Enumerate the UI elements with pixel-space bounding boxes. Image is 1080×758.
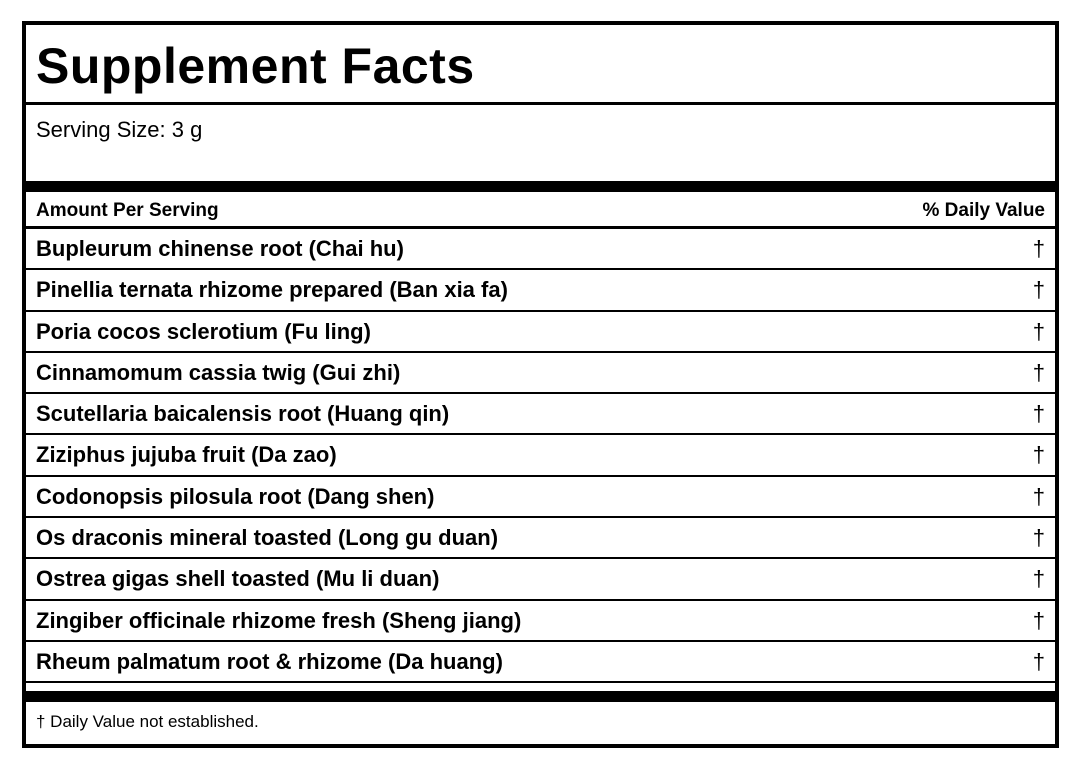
ingredient-daily-value: †: [1032, 359, 1045, 385]
ingredient-row: [26, 601, 1055, 642]
ingredient-daily-value: †: [1032, 277, 1045, 303]
ingredient-name: Cinnamomum cassia twig (Gui zhi): [36, 359, 401, 385]
supplement-facts-label: [22, 21, 1059, 748]
spacer: [26, 683, 1055, 691]
serving-row: [26, 105, 1055, 181]
ingredient-daily-value: †: [1032, 607, 1045, 633]
footnote: † Daily Value not established.: [36, 712, 259, 732]
ingredient-name: Ostrea gigas shell toasted (Mu li duan): [36, 566, 440, 592]
ingredient-name: Bupleurum chinense root (Chai hu): [36, 236, 404, 261]
ingredient-daily-value: †: [1032, 401, 1045, 427]
amount-per-serving-heading: Amount Per Serving: [36, 200, 219, 221]
daily-value-heading: % Daily Value: [922, 200, 1045, 221]
ingredient-daily-value: †: [1032, 483, 1045, 509]
ingredient-name: Scutellaria baicalensis root (Huang qin): [36, 401, 450, 427]
ingredient-daily-value: †: [1032, 236, 1045, 261]
amount-per-serving-row: [26, 192, 1055, 229]
ingredient-daily-value: †: [1032, 318, 1045, 344]
ingredient-name: Pinellia ternata rhizome prepared (Ban xia fa): [36, 277, 508, 303]
ingredient-row: [26, 559, 1055, 600]
ingredient-row: [26, 270, 1055, 311]
ingredient-name: Os draconis mineral toasted (Long gu duan): [36, 525, 499, 551]
ingredient-name: Codonopsis pilosula root (Dang shen): [36, 483, 435, 509]
footnote-row: [26, 702, 1055, 738]
ingredient-daily-value: †: [1032, 648, 1045, 674]
label-title: Supplement Facts: [36, 38, 475, 94]
ingredient-row: [26, 394, 1055, 435]
ingredient-row: [26, 435, 1055, 476]
ingredient-daily-value: †: [1032, 566, 1045, 592]
ingredient-daily-value: †: [1032, 442, 1045, 468]
ingredient-row: [26, 477, 1055, 518]
thick-divider: [26, 181, 1055, 192]
ingredient-row: [26, 312, 1055, 353]
ingredient-daily-value: †: [1032, 525, 1045, 551]
ingredient-name: Ziziphus jujuba fruit (Da zao): [36, 442, 337, 468]
title-row: [26, 25, 1055, 105]
ingredient-name: Zingiber officinale rhizome fresh (Sheng jiang): [36, 607, 522, 633]
ingredient-row: [26, 642, 1055, 683]
ingredient-row: [26, 353, 1055, 394]
ingredient-name: Poria cocos sclerotium (Fu ling): [36, 318, 371, 344]
ingredient-row: [26, 229, 1055, 270]
ingredient-name: Rheum palmatum root & rhizome (Da huang): [36, 648, 503, 674]
ingredient-row: [26, 518, 1055, 559]
bottom-divider: [26, 691, 1055, 702]
serving-size: Serving Size: 3 g: [36, 117, 203, 142]
